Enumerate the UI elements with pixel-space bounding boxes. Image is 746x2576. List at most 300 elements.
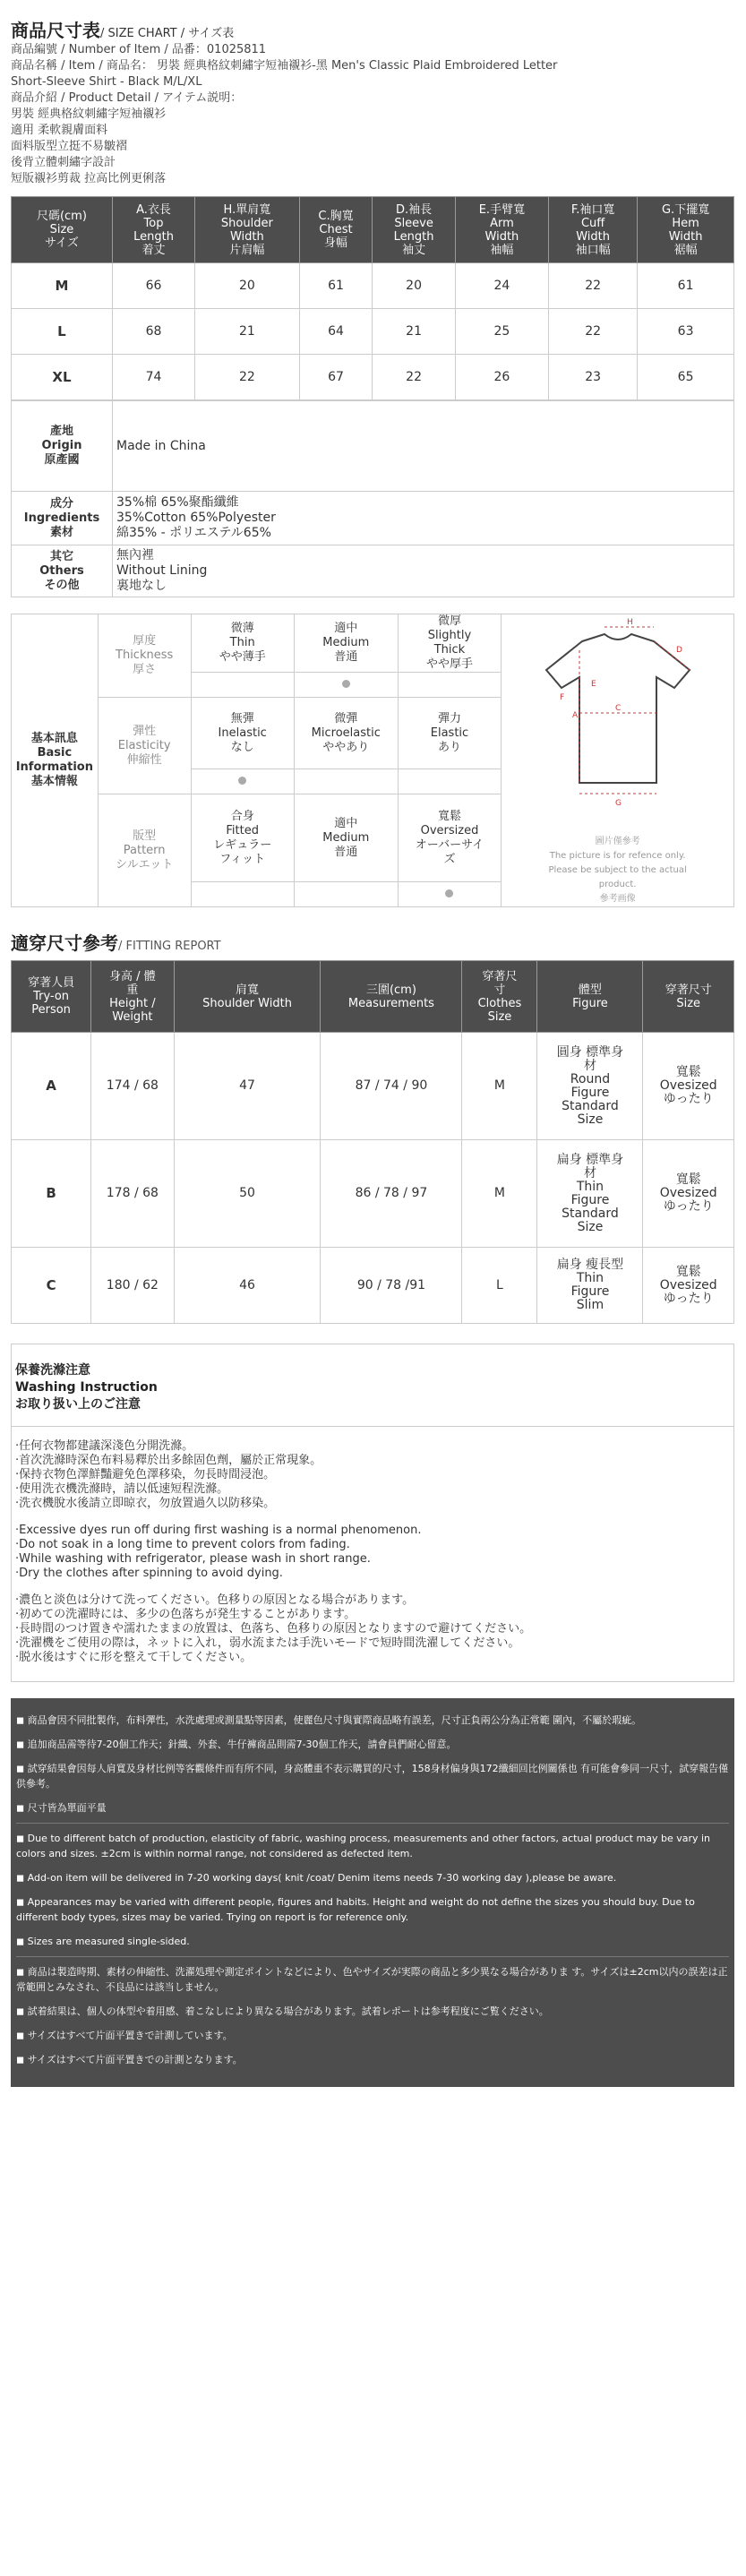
pattern-option-line: オーバーサイ xyxy=(415,837,484,852)
material-info-table xyxy=(11,400,734,597)
size-cell: 67 xyxy=(299,355,373,400)
size-chart-title-text: 商品尺寸表 xyxy=(11,20,100,41)
thickness-option-line: やや厚手 xyxy=(425,657,473,671)
fitting-cell: 47 xyxy=(174,1033,321,1140)
size-header-line: 袖幅 xyxy=(490,243,514,257)
size-header-line: 尺碼(cm) xyxy=(36,210,87,223)
pattern-label xyxy=(98,794,191,907)
fitting-cell: 178 / 68 xyxy=(91,1140,174,1248)
size-cell: 64 xyxy=(299,309,373,355)
size-header-cell xyxy=(373,197,455,263)
size-header-cell xyxy=(549,197,638,263)
fitting-cell-line: Ovesized xyxy=(659,1078,717,1093)
fitting-cell-line: Standard xyxy=(562,1206,619,1221)
thickness-option-line: Slightly xyxy=(427,629,472,642)
fitting-person: A xyxy=(12,1033,91,1140)
washing-instruction-body xyxy=(12,1427,733,1681)
fitting-cell xyxy=(643,1248,734,1324)
size-header-line: C.胸寬 xyxy=(318,210,354,223)
elasticity-label-line: 伸縮性 xyxy=(126,752,162,767)
fitting-cell-line: Ovesized xyxy=(659,1186,717,1200)
thickness-option-line: Thick xyxy=(433,643,466,657)
size-cell: 22 xyxy=(549,263,638,309)
size-cell: 66 xyxy=(112,263,194,309)
pattern-option-line: Oversized xyxy=(420,823,479,837)
thickness-option-medium xyxy=(294,614,398,673)
notice-item: ◼ サイズはすべて片面平置きでの計測となります。 xyxy=(16,2054,243,2065)
size-header-cell xyxy=(12,197,113,263)
others-label-line: 其它 xyxy=(49,549,73,563)
size-row-label: L xyxy=(12,309,113,355)
size-cell: 65 xyxy=(638,355,734,400)
size-chart-title-suffix: / SIZE CHART / サイズ表 xyxy=(100,27,235,40)
fitting-header-cell xyxy=(91,961,174,1033)
fitting-cell: L xyxy=(462,1248,537,1324)
others-label xyxy=(12,545,113,597)
fitting-header-line: 穿著尺 xyxy=(482,969,518,983)
pattern-option-oversized xyxy=(398,794,502,882)
pattern-option-line: 普通 xyxy=(334,845,358,859)
image-caption-line: 圖片僅參考 xyxy=(595,837,640,846)
fitting-table-header xyxy=(12,961,734,1033)
size-header-line: Sleeve xyxy=(394,216,433,230)
washing-ja xyxy=(15,1593,730,1665)
ingredients-label xyxy=(12,492,113,545)
size-row xyxy=(12,309,734,355)
size-cell: 63 xyxy=(638,309,734,355)
wash-ja-line: ‧長時間のつけ置きや濡れたままの放置は、色落ち、色移りの原因となりますので避けてください。 xyxy=(15,1622,532,1636)
fitting-header-line: Weight xyxy=(112,1009,153,1024)
fitting-cell-line: Figure xyxy=(570,1284,610,1299)
fitting-header-line: 重 xyxy=(126,983,139,997)
origin-label xyxy=(12,401,113,492)
fitting-row xyxy=(12,1248,734,1324)
size-header-line: Cuff xyxy=(580,216,605,230)
thickness-option-line: やや薄手 xyxy=(219,650,266,664)
size-header-line: サイズ xyxy=(44,236,79,250)
notice-item: ◼ Add-on item will be delivered in 7-20 working days( knit /coat/ Denim items needs 7-30 working day ),please be aware. xyxy=(16,1872,617,1884)
size-cell: 21 xyxy=(373,309,455,355)
notice-en xyxy=(16,1824,729,1957)
svg-text:H: H xyxy=(626,618,633,627)
fitting-header-line: 寸 xyxy=(493,983,506,997)
thickness-option-line: 普通 xyxy=(334,650,358,664)
fitting-cell: M xyxy=(462,1140,537,1248)
notice-item: ◼ 商品會因不同批製作，布料彈性，水洗處理或測量點等因素，使麗色尺寸與實際商品略有誤差，尺寸正負兩公分為正常範 圍內，不屬於瑕疵。 xyxy=(16,1714,642,1726)
fitting-cell: 86 / 78 / 97 xyxy=(321,1140,462,1248)
product-detail-item: 適用 柔軟親膚面料 xyxy=(11,124,108,137)
wash-head-line: Washing Instruction xyxy=(15,1380,158,1395)
size-header-line: 袖口幅 xyxy=(575,243,611,257)
washing-en xyxy=(15,1524,730,1581)
notice-zh xyxy=(16,1705,729,1824)
size-cell: 22 xyxy=(549,309,638,355)
thickness-row xyxy=(12,614,734,673)
fitting-header-line: Clothes xyxy=(477,996,522,1010)
elasticity-option-line: 彈力 xyxy=(437,711,461,726)
fitting-header-line: Try-on xyxy=(33,990,70,1003)
size-cell: 21 xyxy=(195,309,299,355)
pattern-dot-1 xyxy=(294,882,398,907)
size-header-line: Length xyxy=(393,229,434,244)
size-header-line: G.下擺寬 xyxy=(661,202,710,217)
notice-item: ◼ 尺寸皆為單面平量 xyxy=(16,1802,107,1814)
svg-text:F: F xyxy=(559,693,564,702)
fitting-header-line: Shoulder Width xyxy=(202,996,292,1010)
fitting-header-line: 穿著尺寸 xyxy=(665,983,712,997)
product-detail-item: 面料版型立挺不易皺褶 xyxy=(11,140,128,153)
fitting-cell-line: 扁身 瘦長型 xyxy=(556,1258,624,1272)
notice-item: ◼ Sizes are measured single-sided. xyxy=(16,1936,190,1947)
size-header-line: E.手臂寬 xyxy=(478,202,526,217)
size-header-line: Width xyxy=(668,229,703,244)
fitting-table-body xyxy=(12,1033,734,1324)
size-header-cell xyxy=(455,197,548,263)
elasticity-option-line: Elastic xyxy=(430,726,469,740)
item-name-2: Short-Sleeve Shirt - Black M/L/XL xyxy=(11,75,202,89)
ingredients-value-line: 綿35% - ポリエステル65% xyxy=(116,526,271,540)
pattern-option-line: レギュラー xyxy=(213,837,272,852)
fitting-cell-line: Round xyxy=(570,1071,611,1086)
size-header-line: A.衣長 xyxy=(136,202,171,217)
size-header-line: Top xyxy=(143,216,164,230)
elasticity-dot-1 xyxy=(294,769,398,794)
fitting-row xyxy=(12,1140,734,1248)
size-cell: 26 xyxy=(455,355,548,400)
basic-info-table xyxy=(11,614,734,907)
fitting-header-cell xyxy=(462,961,537,1033)
thickness-label-line: 厚さ xyxy=(133,663,157,676)
product-detail-item: 男裝 經典格紋刺繡字短袖襯衫 xyxy=(11,107,167,121)
thickness-option-thin xyxy=(191,614,294,673)
notice-item: ◼ Due to different batch of production, elasticity of fabric, washing process, measurements and other factors, actual product may be vary in colors and sizes. ±2cm is within normal range, not considered as defected item. xyxy=(16,1833,711,1859)
fitting-header-line: 肩寬 xyxy=(236,983,260,997)
thickness-option-line: Medium xyxy=(322,636,370,649)
notice-item: ◼ 試穿結果會因每人肩寬及身材比例等客觀條件而有所不同，身高體重不表示購買的尺寸，158身材偏身與172纖細回比例關係也 有可能會參同一尺寸，試穿報告僅供參考。 xyxy=(16,1763,729,1790)
product-detail-label: 商品介紹 / Product Detail / アイテム説明： xyxy=(11,91,243,105)
wash-zh-line: ‧保持衣物色澤鮮豔避免色澤移染，勿長時間浸泡。 xyxy=(15,1468,276,1481)
fitting-cell-line: 寬鬆 xyxy=(675,1264,701,1279)
washing-instruction-head xyxy=(12,1344,733,1427)
thickness-option-line: Thin xyxy=(229,636,255,649)
ingredients-value xyxy=(113,492,734,545)
image-caption-line: 參考画像 xyxy=(599,894,636,904)
fitting-cell xyxy=(537,1033,643,1140)
svg-text:E: E xyxy=(590,680,596,689)
size-header-line: H.單肩寬 xyxy=(223,202,271,217)
pattern-label-line: Pattern xyxy=(123,843,166,857)
wash-ja-line: ‧洗濯機をご使用の際は，ネットに入れ，弱水流または手洗いモードで短時間洗濯してください。 xyxy=(15,1636,520,1650)
fitting-row xyxy=(12,1033,734,1140)
size-header-line: Size xyxy=(49,223,74,236)
elasticity-dot-2 xyxy=(398,769,502,794)
item-number: 商品編號 / Number of Item / 品番：01025811 xyxy=(11,43,267,56)
elasticity-option-microelastic xyxy=(294,698,398,769)
size-header-line: Chest xyxy=(319,223,353,236)
fitting-header-line: 身高 / 體 xyxy=(109,969,156,983)
fitting-header-line: Height / xyxy=(109,996,156,1010)
others-value-line: 無內裡 xyxy=(116,548,154,562)
basic-label-line: 基本情報 xyxy=(30,775,78,788)
size-row-label: XL xyxy=(12,355,113,400)
ingredients-label-line: 素材 xyxy=(49,525,73,539)
others-row xyxy=(12,545,734,597)
product-detail-list xyxy=(11,107,735,187)
fitting-cell-line: Standard xyxy=(562,1098,619,1113)
pattern-dot-2 xyxy=(398,882,502,907)
ingredients-label-line: 成分 xyxy=(49,496,73,511)
fitting-cell-line: Figure xyxy=(570,1085,610,1100)
pattern-option-medium xyxy=(294,794,398,882)
wash-zh-line: ‧首次洗滌時深色布料易釋於出多餘固色劑，屬於正常現象。 xyxy=(15,1454,322,1467)
notice-panel xyxy=(11,1698,734,2087)
fitting-cell-line: Thin xyxy=(576,1179,605,1194)
pattern-label-line: 版型 xyxy=(133,829,157,843)
fitting-header-line: 穿著人員 xyxy=(28,976,75,990)
elasticity-option-line: Inelastic xyxy=(218,726,267,740)
pattern-option-line: Fitted xyxy=(226,823,259,837)
product-header xyxy=(0,0,746,187)
svg-text:G: G xyxy=(614,799,622,808)
fitting-title-suffix: / FITTING REPORT xyxy=(118,940,221,953)
fitting-header-line: Measurements xyxy=(347,996,434,1010)
size-header-line: Hem xyxy=(672,216,699,230)
wash-ja-line: ‧初めての洗濯時には、多少の色落ちが発生することがあります。 xyxy=(15,1608,356,1621)
fitting-cell-line: ゆったり xyxy=(663,1291,714,1306)
size-header-cell xyxy=(638,197,734,263)
fitting-table xyxy=(11,960,734,1324)
fitting-cell-line: Ovesized xyxy=(659,1277,717,1292)
pattern-option-fitted xyxy=(191,794,294,882)
product-detail-item: 後背立體刺繡字設計 xyxy=(11,156,116,169)
fitting-cell: 50 xyxy=(174,1140,321,1248)
pattern-label-line: シルエット xyxy=(115,857,174,872)
elasticity-option-inelastic xyxy=(191,698,294,769)
wash-ja-line: ‧濃色と淡色は分けて洗ってください。色移りの原因となる場合があります。 xyxy=(15,1593,415,1607)
washing-instruction xyxy=(11,1344,734,1682)
ingredients-label-line: Ingredients xyxy=(23,511,100,525)
others-value-line: 裏地なし xyxy=(116,579,167,593)
size-row xyxy=(12,263,734,309)
elasticity-option-elastic xyxy=(398,698,502,769)
elasticity-dot-0 xyxy=(191,769,294,794)
others-value xyxy=(113,545,734,597)
size-header-line: 裾幅 xyxy=(673,243,698,257)
wash-en-line: ‧Dry the clothes after spinning to avoid dying. xyxy=(15,1567,283,1580)
wash-ja-line: ‧脱水後はすぐに形を整えて干してください。 xyxy=(15,1651,253,1664)
elasticity-option-line: ややあり xyxy=(322,740,370,754)
fitting-report-title xyxy=(11,929,746,955)
fitting-header-line: Person xyxy=(31,1003,71,1017)
wash-en-line: ‧Do not soak in a long time to prevent colors from fading. xyxy=(15,1538,350,1551)
notice-ja xyxy=(16,1957,729,2074)
size-cell: 22 xyxy=(195,355,299,400)
thickness-dot-1 xyxy=(294,673,398,698)
size-cell: 20 xyxy=(373,263,455,309)
size-cell: 22 xyxy=(373,355,455,400)
washing-zh xyxy=(15,1439,730,1511)
fitting-cell: 174 / 68 xyxy=(91,1033,174,1140)
svg-text:A: A xyxy=(571,711,578,720)
selected-dot-icon xyxy=(238,777,246,785)
wash-zh-line: ‧洗衣機脫水後請立即晾衣，勿放置過久以防移染。 xyxy=(15,1497,276,1510)
image-caption xyxy=(502,835,733,906)
fitting-header-line: Size xyxy=(676,996,701,1010)
origin-label-line: Origin xyxy=(41,439,82,452)
fitting-cell-line: Thin xyxy=(576,1271,605,1285)
selected-dot-icon xyxy=(342,680,350,688)
thickness-label-line: Thickness xyxy=(116,648,174,662)
basic-label-line: Information xyxy=(15,760,93,774)
size-table xyxy=(11,196,734,400)
size-cell: 61 xyxy=(299,263,373,309)
fitting-title-text: 適穿尺寸參考 xyxy=(11,932,118,954)
thickness-option-thick xyxy=(398,614,502,673)
size-chart-title xyxy=(11,16,735,42)
fitting-cell: 87 / 74 / 90 xyxy=(321,1033,462,1140)
image-caption-line: The picture is for refence only. xyxy=(549,851,686,861)
size-cell: 74 xyxy=(112,355,194,400)
fitting-cell-line: Size xyxy=(577,1219,604,1234)
fitting-header-cell xyxy=(537,961,643,1033)
origin-value: Made in China xyxy=(113,401,734,492)
thickness-dot-0 xyxy=(191,673,294,698)
size-header-line: 着丈 xyxy=(141,243,166,257)
fitting-cell-line: 寬鬆 xyxy=(675,1065,701,1079)
fitting-cell-line: ゆったり xyxy=(663,1092,714,1106)
size-header-line: Width xyxy=(229,229,264,244)
fitting-header-cell xyxy=(321,961,462,1033)
size-cell: 25 xyxy=(455,309,548,355)
size-header-line: 片肩幅 xyxy=(229,243,265,257)
size-header-line: 袖丈 xyxy=(402,243,426,257)
garment-diagram-cell xyxy=(502,614,734,907)
elasticity-label-line: 彈性 xyxy=(133,724,157,738)
size-table-body xyxy=(12,263,734,400)
others-label-line: Others xyxy=(39,563,84,578)
notice-item: ◼ 追加商品需等待7-20個工作天；針織、外套、牛仔褲商品則需7-30個工作天，請會員們耐心留意。 xyxy=(16,1739,457,1750)
basic-label-line: Basic xyxy=(37,746,73,760)
wash-head-line: 保養洗滌注意 xyxy=(15,1363,90,1378)
ingredients-row xyxy=(12,492,734,545)
thickness-label xyxy=(98,614,191,698)
product-detail-item: 短版襯衫剪裁 拉高比例更俐落 xyxy=(11,172,167,185)
tshirt-diagram-icon xyxy=(506,614,730,829)
size-header-line: 身幅 xyxy=(324,236,348,250)
fitting-cell xyxy=(537,1140,643,1248)
size-table-header xyxy=(12,197,734,263)
wash-en-line: ‧While washing with refrigerator, please wash in short range. xyxy=(15,1552,371,1566)
basic-info-label xyxy=(12,614,99,907)
fitting-cell-line: Figure xyxy=(570,1192,610,1207)
size-header-line: Arm xyxy=(490,216,514,230)
size-header-line: Width xyxy=(484,229,519,244)
ingredients-value-line: 35%Cotton 65%Polyester xyxy=(116,511,276,525)
size-header-cell xyxy=(112,197,194,263)
fitting-header-line: 體型 xyxy=(578,983,602,997)
fitting-header-line: Figure xyxy=(572,996,608,1010)
thickness-dot-2 xyxy=(398,673,502,698)
fitting-cell-line: 材 xyxy=(583,1058,596,1073)
pattern-dot-0 xyxy=(191,882,294,907)
image-caption-line: Please be subject to the actual xyxy=(548,865,687,875)
image-caption-line: product. xyxy=(598,880,637,889)
notice-item: ◼ Appearances may be varied with different people, figures and habits. Height and weight do not define the sizes you should buy. Due to different body types, sizes may be varied. Trying on report is for reference only. xyxy=(16,1896,695,1923)
wash-en-line: ‧Excessive dyes run off during first washing is a normal phenomenon. xyxy=(15,1524,422,1537)
size-header-line: Length xyxy=(133,229,174,244)
size-header-line: F.袖口寬 xyxy=(570,202,615,217)
fitting-cell-line: 扁身 標準身 xyxy=(556,1152,624,1167)
fitting-cell: 180 / 62 xyxy=(91,1248,174,1324)
fitting-cell xyxy=(643,1033,734,1140)
fitting-cell-line: Slim xyxy=(576,1298,605,1312)
wash-zh-line: ‧任何衣物都建議深淺色分開洗滌。 xyxy=(15,1439,194,1453)
size-row xyxy=(12,355,734,400)
pattern-option-line: Medium xyxy=(322,830,370,845)
size-header-line: Width xyxy=(576,229,611,244)
size-header-line: D.袖長 xyxy=(396,202,433,217)
fitting-cell xyxy=(643,1140,734,1248)
svg-text:C: C xyxy=(614,704,621,713)
fitting-cell xyxy=(537,1248,643,1324)
elasticity-label xyxy=(98,698,191,794)
fitting-cell-line: 圓身 標準身 xyxy=(556,1044,624,1060)
size-row-label: M xyxy=(12,263,113,309)
selected-dot-icon xyxy=(445,889,453,897)
item-name-1: 商品名稱 / Item / 商品名： 男裝 經典格紋刺繡字短袖襯衫-黑 Men's Classic Plaid Embroidered Letter xyxy=(11,59,558,73)
others-value-line: Without Lining xyxy=(116,563,208,578)
notice-item: ◼ 試着結果は、個人の体型や着用感、着こなしにより異なる場合があります。試着レポートは参考程度にご覧ください。 xyxy=(16,2005,549,2017)
pattern-option-line: ズ xyxy=(443,852,456,866)
size-cell: 24 xyxy=(455,263,548,309)
basic-label-line: 基本訊息 xyxy=(30,732,78,745)
fitting-header-line: 三圍(cm) xyxy=(365,983,416,997)
thickness-option-line: 適中 xyxy=(334,622,358,635)
size-cell: 20 xyxy=(195,263,299,309)
elasticity-option-line: 無彈 xyxy=(230,711,254,726)
thickness-option-line: 微厚 xyxy=(437,614,461,628)
origin-label-line: 原產國 xyxy=(44,453,80,467)
fitting-cell-line: Size xyxy=(577,1112,604,1127)
size-cell: 68 xyxy=(112,309,194,355)
elasticity-option-line: あり xyxy=(437,740,461,754)
pattern-option-line: 合身 xyxy=(230,809,254,823)
fitting-cell-line: ゆったり xyxy=(663,1199,714,1214)
fitting-header-cell xyxy=(643,961,734,1033)
fitting-header-line: Size xyxy=(487,1009,512,1024)
notice-item: ◼ サイズはすべて片面平置きで計測しています。 xyxy=(16,2030,233,2041)
fitting-cell: 46 xyxy=(174,1248,321,1324)
origin-label-line: 產地 xyxy=(49,425,73,438)
wash-head-line: お取り扱い上のご注意 xyxy=(15,1397,141,1412)
svg-text:D: D xyxy=(675,646,682,655)
size-cell: 23 xyxy=(549,355,638,400)
elasticity-option-line: なし xyxy=(230,740,254,754)
elasticity-label-line: Elasticity xyxy=(117,738,171,752)
fitting-cell: 90 / 78 /91 xyxy=(321,1248,462,1324)
elasticity-option-line: Microelastic xyxy=(311,726,381,740)
notice-item: ◼ 商品は製造時期、素材の伸縮性、洗濯処理や測定ポイントなどにより、色やサイズが実際の商品と多少異なる場合がありま す。サイズは±2cm以内の誤差は正常範囲とみなされ、不良品には該当しません。 xyxy=(16,1966,728,1993)
origin-row xyxy=(12,401,734,492)
size-header-cell xyxy=(299,197,373,263)
size-cell: 61 xyxy=(638,263,734,309)
fitting-cell-line: 材 xyxy=(583,1165,596,1181)
wash-zh-line: ‧使用洗衣機洗滌時，請以低速短程洗滌。 xyxy=(15,1482,229,1496)
size-header-cell xyxy=(195,197,299,263)
others-label-line: その他 xyxy=(44,578,80,592)
fitting-person: B xyxy=(12,1140,91,1248)
thickness-label-line: 厚度 xyxy=(133,634,157,648)
